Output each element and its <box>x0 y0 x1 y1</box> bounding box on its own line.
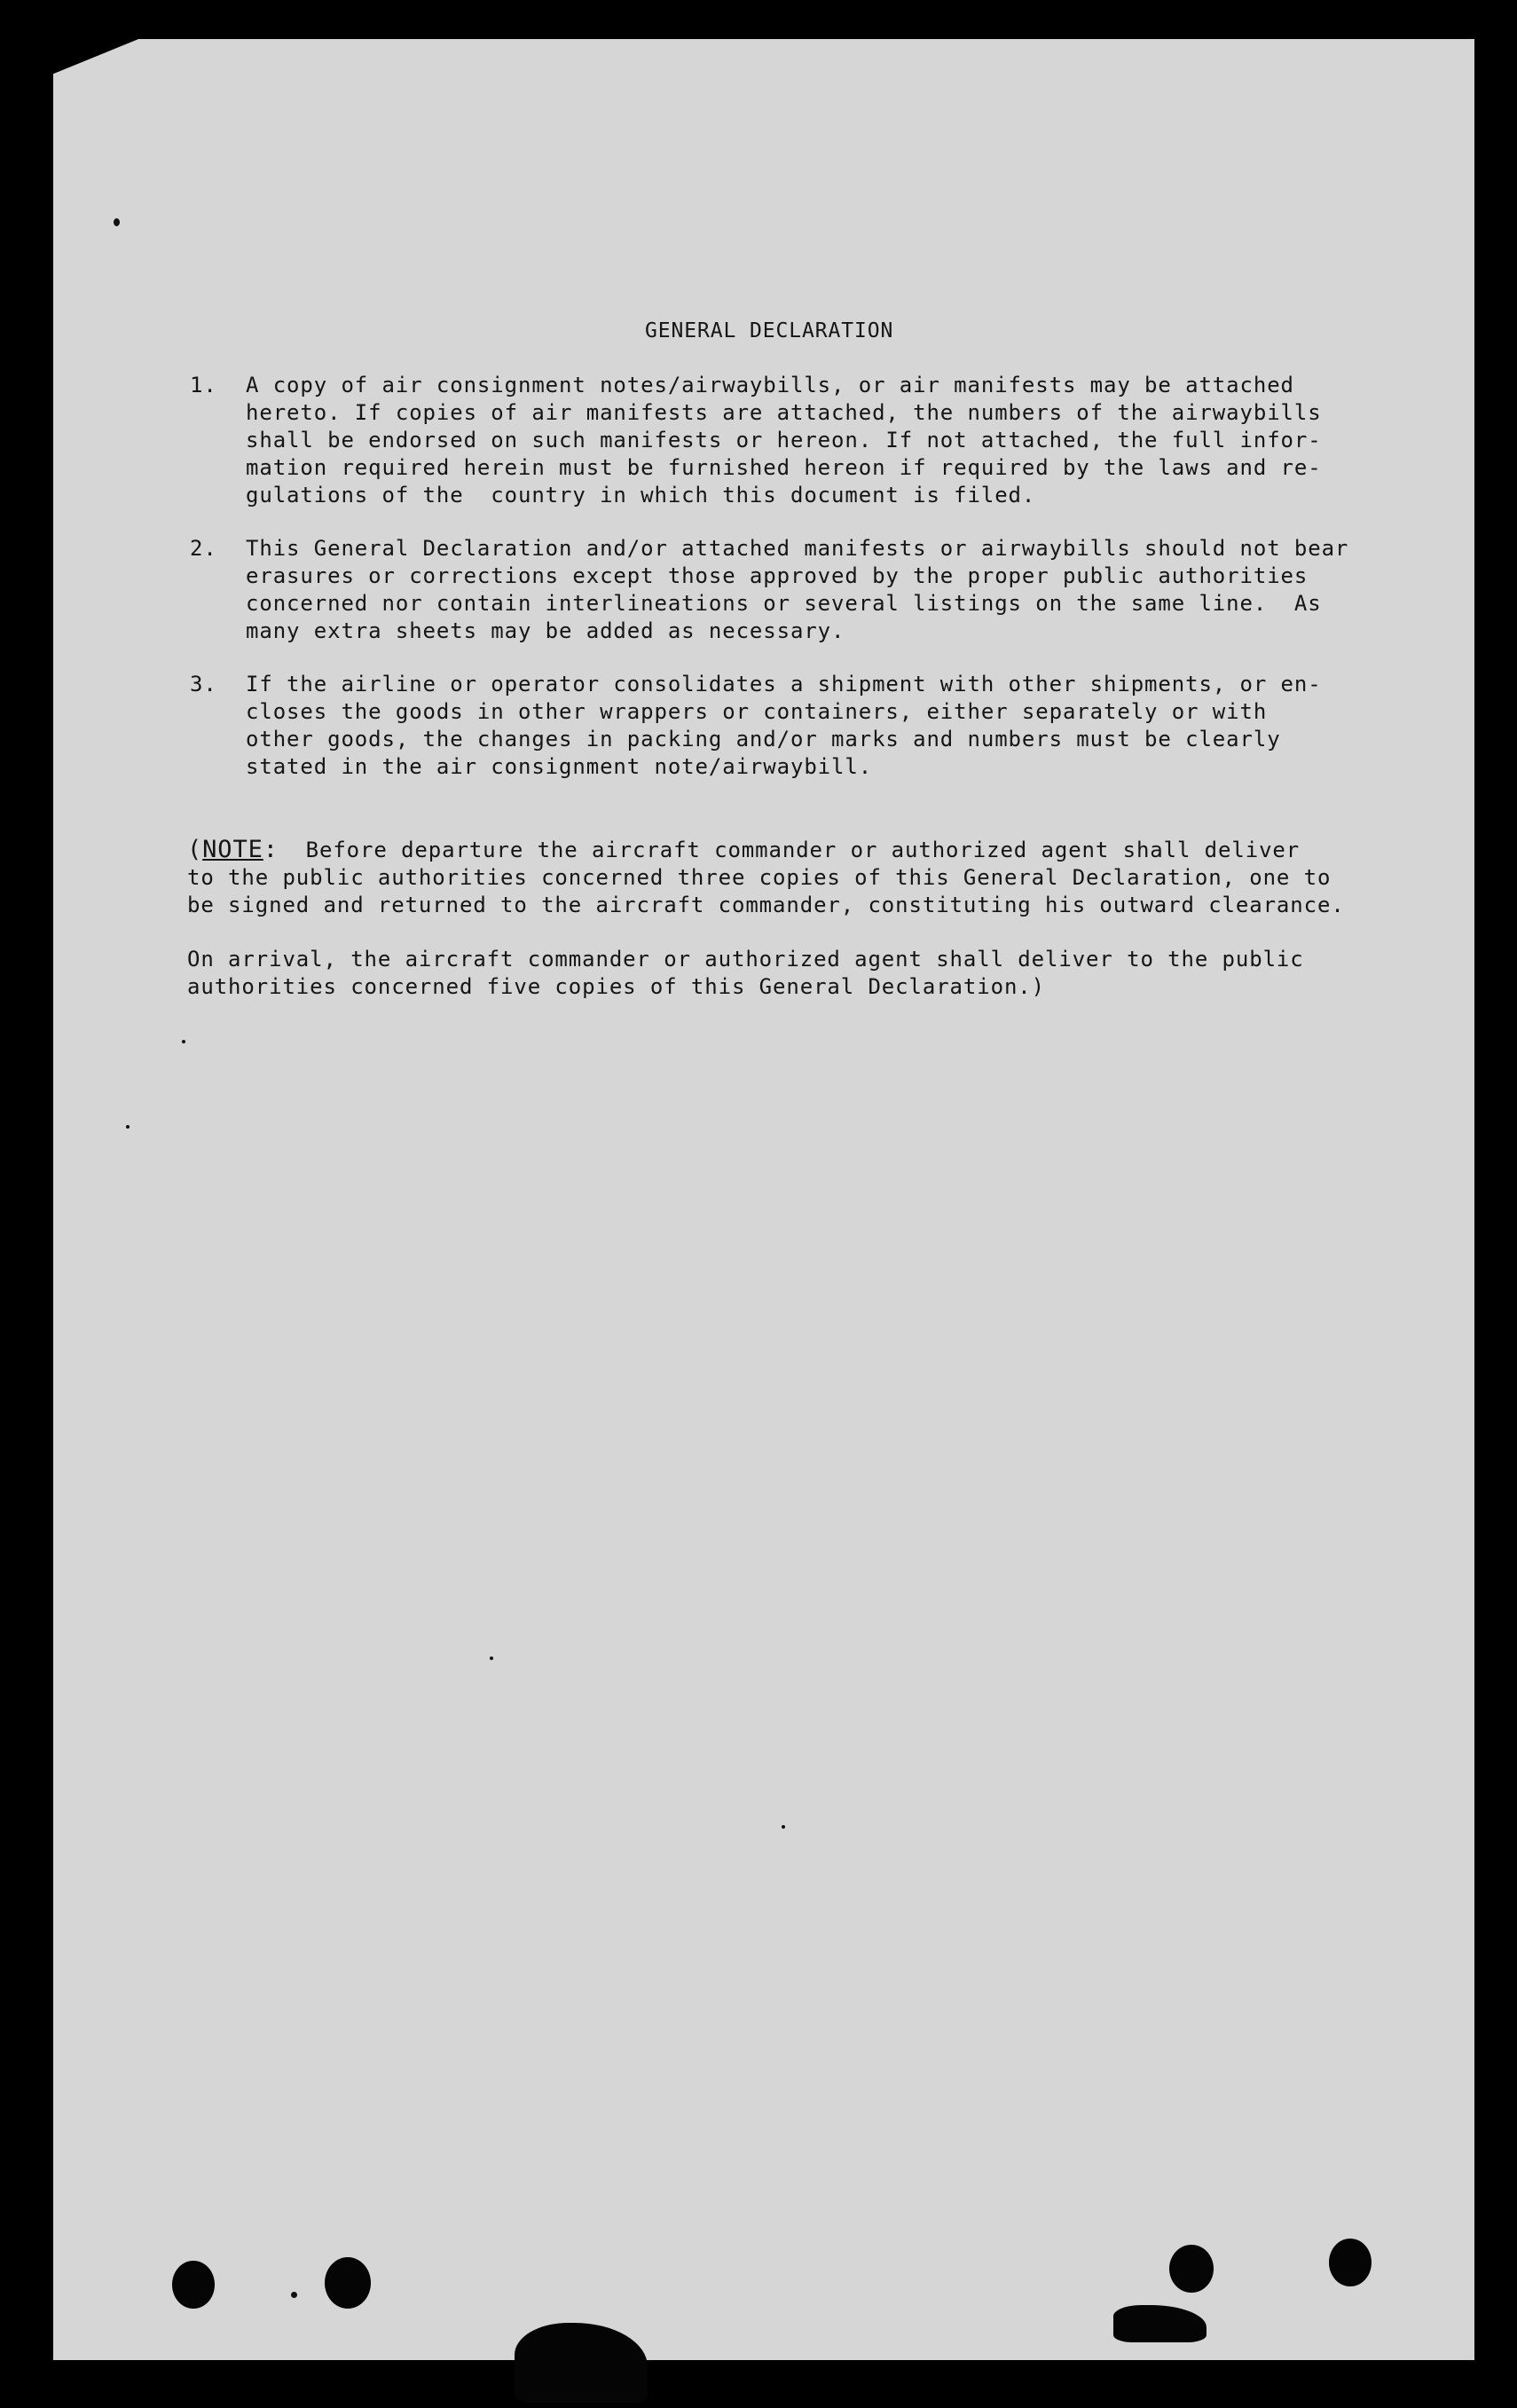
punch-hole <box>325 2257 371 2309</box>
note-open-paren: ( <box>187 836 203 863</box>
item-number: 3. <box>190 672 217 696</box>
text-line: be signed and returned to the aircraft commander, constituting his outward clearance. <box>187 893 1345 917</box>
punch-hole <box>1329 2239 1372 2286</box>
text-line: authorities concerned five copies of this General Declaration.) <box>187 974 1046 999</box>
text-line: to the public authorities concerned three copies of this General Declaration, one to <box>187 865 1332 890</box>
text-line: shall be endorsed on such manifests or hereon. If not attached, the full infor- <box>246 428 1322 452</box>
scan-speck <box>490 1656 493 1660</box>
text-line: closes the goods in other wrappers or containers, either separately or with <box>246 699 1268 724</box>
item-text <box>246 671 1322 781</box>
text-line: mation required herein must be furnished hereon if required by the laws and re- <box>246 455 1322 480</box>
punch-hole <box>172 2261 215 2309</box>
text-line: If the airline or operator consolidates a shipment with other shipments, or en- <box>246 672 1322 696</box>
note-label-colon: : <box>263 836 279 863</box>
text-line: other goods, the changes in packing and/or marks and numbers must be clearly <box>246 727 1281 752</box>
text-line: erasures or corrections except those approved by the proper public authorities <box>246 563 1309 588</box>
item-number: 2. <box>190 536 217 561</box>
arrival-paragraph <box>187 946 1304 1001</box>
note-paragraph <box>187 836 1345 919</box>
scan-speck <box>182 1040 185 1043</box>
document-title: GENERAL DECLARATION <box>645 319 894 342</box>
note-first-line <box>187 836 1345 864</box>
text-line: On arrival, the aircraft commander or authorized agent shall deliver to the public <box>187 947 1304 972</box>
text-line: concerned nor contain interlineations or several listings on the same line. As <box>246 591 1322 616</box>
item-text <box>246 372 1322 509</box>
item-text <box>246 535 1348 645</box>
text-line: Before departure the aircraft commander or authorized agent shall deliver <box>278 838 1301 862</box>
item-number: 1. <box>190 373 217 397</box>
scan-speck <box>114 218 120 226</box>
text-line: many extra sheets may be added as necessary. <box>246 618 845 643</box>
text-line: A copy of air consignment notes/airwaybills, or air manifests may be attached <box>246 373 1294 397</box>
scan-speck <box>126 1125 130 1129</box>
scan-speck <box>782 1825 785 1829</box>
text-line: hereto. If copies of air manifests are attached, the numbers of the airwaybills <box>246 400 1322 425</box>
text-line: This General Declaration and/or attached manifests or airwaybills should not bear <box>246 536 1349 561</box>
text-line: gulations of the country in which this document is filed. <box>246 483 1036 508</box>
note-label: NOTE <box>202 836 263 863</box>
text-line: stated in the air consignment note/airwaybill. <box>246 754 873 779</box>
punch-hole <box>1169 2245 1214 2293</box>
scan-speck <box>291 2292 297 2298</box>
